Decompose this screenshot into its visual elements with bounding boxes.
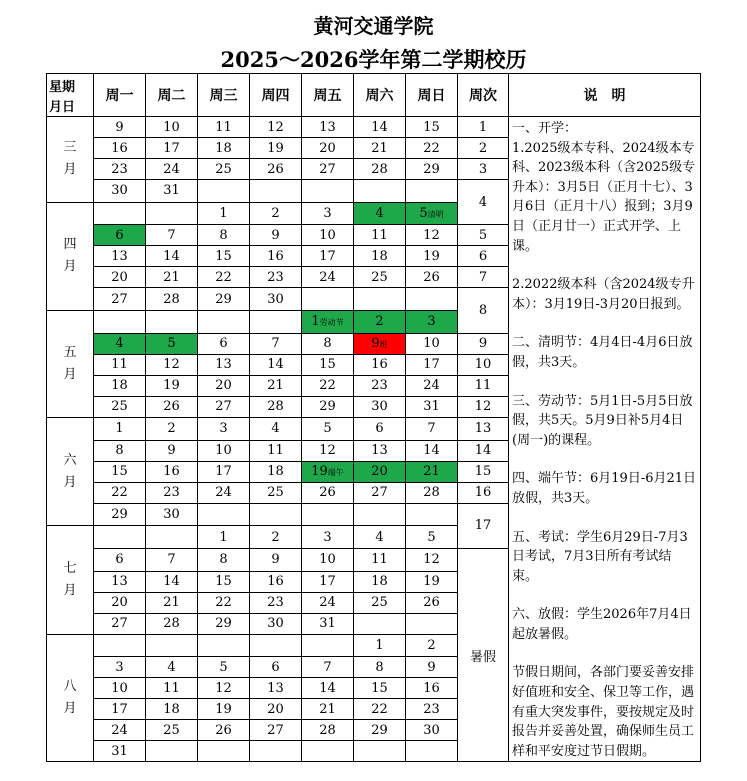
date-cell: 5 — [198, 657, 250, 678]
date-cell: 1 — [198, 526, 250, 549]
date-cell: 17 — [146, 138, 198, 159]
date-cell: 28 — [406, 482, 458, 503]
holiday-cell: 20 — [354, 461, 406, 482]
date-cell: 30 — [406, 720, 458, 741]
date-cell — [406, 503, 458, 526]
date-cell — [94, 526, 146, 549]
date-cell: 3 — [94, 657, 146, 678]
date-cell: 17 — [198, 461, 250, 482]
date-cell — [250, 634, 302, 657]
date-cell: 18 — [354, 571, 406, 592]
header-week: 周次 — [458, 74, 509, 117]
date-cell: 19 — [406, 571, 458, 592]
date-cell: 7 — [250, 333, 302, 354]
desc-line: 2.2022级本科（含2024级专升本）：3月19日-3月20日报到。 — [512, 277, 695, 312]
date-cell: 27 — [302, 159, 354, 180]
description-panel — [509, 117, 701, 762]
date-cell: 11 — [94, 354, 146, 375]
date-cell: 7 — [302, 657, 354, 678]
holiday-cell: 3 — [406, 311, 458, 334]
month-label-august: 八 月 — [47, 634, 94, 762]
date-cell: 25 — [94, 396, 146, 417]
date-cell: 24 — [198, 482, 250, 503]
month-label-july: 七 月 — [47, 526, 94, 634]
date-cell: 8 — [94, 440, 146, 461]
date-cell: 18 — [198, 138, 250, 159]
date-cell — [406, 288, 458, 311]
date-cell: 4 — [146, 657, 198, 678]
holiday-cell: 4 — [94, 333, 146, 354]
date-cell: 6 — [94, 548, 146, 571]
date-cell: 21 — [146, 592, 198, 613]
date-cell: 14 — [146, 246, 198, 267]
desc-line — [512, 644, 697, 663]
date-cell: 3 — [302, 526, 354, 549]
date-cell — [146, 202, 198, 225]
date-cell: 22 — [198, 267, 250, 288]
date-cell: 8 — [198, 548, 250, 571]
date-cell — [146, 634, 198, 657]
date-cell: 5 — [406, 526, 458, 549]
date-cell — [250, 741, 302, 762]
date-cell: 29 — [406, 159, 458, 180]
week-number: 11 — [458, 375, 509, 396]
date-cell: 18 — [94, 375, 146, 396]
workday-note: 班 — [379, 340, 388, 350]
date-cell: 15 — [406, 117, 458, 138]
date-cell: 13 — [250, 678, 302, 699]
date-cell: 17 — [406, 354, 458, 375]
week-number: 4 — [458, 180, 509, 225]
date-cell: 10 — [198, 440, 250, 461]
date-cell: 26 — [406, 267, 458, 288]
date-cell: 23 — [94, 159, 146, 180]
date-cell: 17 — [302, 246, 354, 267]
date-cell: 18 — [250, 461, 302, 482]
date-cell — [354, 741, 406, 762]
date-cell: 26 — [198, 720, 250, 741]
week-number: 16 — [458, 482, 509, 503]
desc-line: 一、开学： — [512, 121, 578, 136]
week-number: 13 — [458, 417, 509, 440]
date-cell: 30 — [354, 396, 406, 417]
date-cell — [406, 613, 458, 634]
date-cell: 13 — [94, 571, 146, 592]
date-cell: 25 — [354, 592, 406, 613]
week-number: 1 — [458, 117, 509, 138]
date-cell: 10 — [302, 225, 354, 246]
date-cell: 19 — [198, 699, 250, 720]
date-cell — [250, 180, 302, 203]
date-cell — [302, 741, 354, 762]
date-cell: 7 — [406, 417, 458, 440]
desc-line — [512, 586, 697, 605]
holiday-note: 劳动节 — [319, 318, 344, 328]
date-cell: 15 — [94, 461, 146, 482]
date-cell: 23 — [354, 375, 406, 396]
holiday-cell: 4 — [354, 202, 406, 225]
date-cell: 27 — [250, 720, 302, 741]
desc-line: 五、考试：学生6月29日-7月3日考试，7月3日所有考试结束。 — [512, 529, 688, 584]
date-cell: 18 — [146, 699, 198, 720]
date-cell — [354, 180, 406, 203]
date-cell: 17 — [302, 571, 354, 592]
header-wed: 周三 — [198, 74, 250, 117]
date-number: 9 — [371, 336, 380, 352]
month-label-june: 六 月 — [47, 417, 94, 525]
header-fri: 周五 — [302, 74, 354, 117]
month-label-april: 四 月 — [47, 202, 94, 310]
date-cell: 31 — [406, 396, 458, 417]
date-cell: 15 — [198, 246, 250, 267]
date-cell: 2 — [146, 417, 198, 440]
date-cell — [250, 503, 302, 526]
date-cell: 24 — [94, 720, 146, 741]
date-cell: 14 — [406, 440, 458, 461]
date-cell: 9 — [250, 225, 302, 246]
date-cell: 12 — [146, 354, 198, 375]
date-cell: 28 — [146, 288, 198, 311]
date-cell — [146, 311, 198, 334]
date-cell: 16 — [354, 354, 406, 375]
desc-line: 三、劳动节：5月1日-5月5日放假，共5天。5月9日补5月4日(周一)的课程。 — [512, 393, 693, 448]
date-cell: 25 — [146, 720, 198, 741]
date-cell: 1 — [354, 634, 406, 657]
date-cell: 28 — [146, 613, 198, 634]
date-cell: 24 — [406, 375, 458, 396]
date-cell: 12 — [198, 678, 250, 699]
date-cell: 12 — [302, 440, 354, 461]
week-number: 7 — [458, 267, 509, 288]
date-cell: 24 — [146, 159, 198, 180]
date-cell: 11 — [354, 548, 406, 571]
date-cell: 2 — [250, 526, 302, 549]
date-cell: 11 — [146, 678, 198, 699]
date-cell: 28 — [302, 720, 354, 741]
date-cell: 5 — [302, 417, 354, 440]
week-number: 15 — [458, 461, 509, 482]
date-cell: 14 — [250, 354, 302, 375]
date-cell: 15 — [198, 571, 250, 592]
date-cell — [302, 503, 354, 526]
week-number: 9 — [458, 333, 509, 354]
date-cell: 24 — [302, 592, 354, 613]
date-cell: 23 — [146, 482, 198, 503]
date-cell: 27 — [354, 482, 406, 503]
date-cell: 30 — [94, 180, 146, 203]
date-cell: 30 — [146, 503, 198, 526]
date-cell: 9 — [94, 117, 146, 138]
date-cell: 26 — [146, 396, 198, 417]
header-sat: 周六 — [354, 74, 406, 117]
date-cell: 10 — [302, 548, 354, 571]
date-cell: 21 — [146, 267, 198, 288]
desc-line: 六、放假：学生2026年7月4日起放暑假。 — [512, 607, 692, 642]
week-number: 17 — [458, 503, 509, 548]
date-cell: 21 — [354, 138, 406, 159]
header-mon: 周一 — [94, 74, 146, 117]
school-name: 黄河交通学院 — [313, 14, 434, 38]
header-description: 说 明 — [509, 74, 701, 117]
week-number: 14 — [458, 440, 509, 461]
date-cell: 4 — [250, 417, 302, 440]
date-cell — [146, 526, 198, 549]
date-cell: 4 — [354, 526, 406, 549]
date-cell: 20 — [94, 267, 146, 288]
date-cell: 15 — [302, 354, 354, 375]
date-cell — [354, 613, 406, 634]
date-cell: 16 — [250, 571, 302, 592]
date-cell: 22 — [94, 482, 146, 503]
date-cell — [94, 202, 146, 225]
week-number: 8 — [458, 288, 509, 333]
holiday-cell: 6 — [94, 225, 146, 246]
date-cell: 6 — [354, 417, 406, 440]
date-cell: 14 — [302, 678, 354, 699]
date-cell: 3 — [302, 202, 354, 225]
date-cell: 24 — [302, 267, 354, 288]
date-cell: 28 — [250, 396, 302, 417]
header-tue: 周二 — [146, 74, 198, 117]
date-cell — [146, 741, 198, 762]
month-label-may: 五 月 — [47, 311, 94, 418]
date-cell: 23 — [250, 592, 302, 613]
date-cell: 29 — [354, 720, 406, 741]
corner-weekday-label: 星期 — [49, 80, 76, 95]
date-cell: 20 — [302, 138, 354, 159]
date-cell: 1 — [198, 202, 250, 225]
date-cell — [198, 180, 250, 203]
date-cell — [198, 503, 250, 526]
week-number: 3 — [458, 159, 509, 180]
week-number: 12 — [458, 396, 509, 417]
date-cell — [302, 634, 354, 657]
date-cell: 16 — [146, 461, 198, 482]
date-cell: 31 — [302, 613, 354, 634]
month-label-march: 三 月 — [47, 117, 94, 203]
calendar-title: 2025～2026学年第二学期校历 — [220, 47, 527, 72]
date-cell: 10 — [406, 333, 458, 354]
date-cell: 11 — [250, 440, 302, 461]
date-cell: 20 — [198, 375, 250, 396]
holiday-note: 清明 — [427, 210, 444, 220]
holiday-cell: 2 — [354, 311, 406, 334]
holiday-cell — [406, 202, 458, 225]
date-cell: 26 — [406, 592, 458, 613]
holiday-cell — [302, 461, 354, 482]
date-cell — [354, 288, 406, 311]
holiday-cell: 5 — [146, 333, 198, 354]
date-cell: 25 — [354, 267, 406, 288]
week-number: 10 — [458, 354, 509, 375]
date-cell: 31 — [146, 180, 198, 203]
date-cell: 19 — [146, 375, 198, 396]
date-cell: 13 — [302, 117, 354, 138]
date-cell: 12 — [406, 548, 458, 571]
date-cell: 7 — [146, 225, 198, 246]
date-cell: 17 — [94, 699, 146, 720]
makeup-workday-cell — [354, 333, 406, 354]
date-cell: 23 — [406, 699, 458, 720]
date-cell: 30 — [250, 613, 302, 634]
desc-line: 四、端午节：6月19日-6月21日放假，共3天。 — [512, 471, 697, 506]
date-cell: 13 — [94, 246, 146, 267]
date-cell: 14 — [146, 571, 198, 592]
date-cell: 8 — [354, 657, 406, 678]
corner-header — [47, 74, 94, 117]
date-cell: 16 — [250, 246, 302, 267]
school-calendar-table — [46, 73, 701, 762]
date-cell: 29 — [198, 613, 250, 634]
date-cell: 22 — [302, 375, 354, 396]
date-cell: 29 — [198, 288, 250, 311]
desc-line — [512, 314, 697, 333]
date-cell: 25 — [250, 482, 302, 503]
date-cell: 12 — [406, 225, 458, 246]
date-cell: 6 — [250, 657, 302, 678]
date-cell: 20 — [94, 592, 146, 613]
holiday-note: 端午 — [327, 468, 344, 478]
date-cell: 22 — [354, 699, 406, 720]
date-cell — [94, 311, 146, 334]
holiday-cell — [302, 311, 354, 334]
date-cell: 6 — [198, 333, 250, 354]
date-cell: 8 — [198, 225, 250, 246]
date-cell: 9 — [250, 548, 302, 571]
date-cell: 29 — [94, 503, 146, 526]
date-cell: 7 — [146, 548, 198, 571]
date-cell: 20 — [250, 699, 302, 720]
desc-line — [512, 256, 697, 275]
summer-vacation-label: 暑假 — [458, 548, 509, 762]
date-cell — [198, 741, 250, 762]
date-cell: 13 — [198, 354, 250, 375]
header-sun: 周日 — [406, 74, 458, 117]
date-cell: 10 — [94, 678, 146, 699]
date-cell: 12 — [250, 117, 302, 138]
date-cell: 19 — [406, 246, 458, 267]
date-number: 19 — [311, 464, 328, 480]
week-number: 2 — [458, 138, 509, 159]
date-cell: 9 — [146, 440, 198, 461]
date-cell: 23 — [250, 267, 302, 288]
date-cell: 30 — [250, 288, 302, 311]
date-cell: 26 — [250, 159, 302, 180]
date-cell — [406, 741, 458, 762]
date-cell — [302, 288, 354, 311]
date-cell: 8 — [302, 333, 354, 354]
date-cell — [198, 311, 250, 334]
desc-line: 1.2025级本专科、2024级本专科、2023级本科（含2025级专升本）：3月5日（正月十七）、3月6日（正月十八）报到；3月9日（正月廿一）正式开学、上课。 — [512, 140, 696, 254]
desc-line: 二、清明节：4月4日-4月6日放假，共3天。 — [512, 335, 693, 370]
date-cell: 16 — [94, 138, 146, 159]
date-cell — [94, 634, 146, 657]
date-cell: 1 — [94, 417, 146, 440]
date-cell: 27 — [94, 613, 146, 634]
date-cell: 21 — [250, 375, 302, 396]
date-cell — [354, 503, 406, 526]
date-cell: 18 — [354, 246, 406, 267]
date-cell: 2 — [250, 202, 302, 225]
week-number: 6 — [458, 246, 509, 267]
date-number: 1 — [311, 314, 320, 330]
date-cell: 19 — [250, 138, 302, 159]
corner-date-label: 月日 — [49, 100, 76, 115]
desc-line — [512, 450, 697, 469]
week-number: 5 — [458, 225, 509, 246]
date-cell: 11 — [198, 117, 250, 138]
date-cell: 29 — [302, 396, 354, 417]
date-cell: 3 — [198, 417, 250, 440]
date-cell: 28 — [354, 159, 406, 180]
date-cell: 26 — [302, 482, 354, 503]
date-cell: 27 — [94, 288, 146, 311]
date-cell: 25 — [198, 159, 250, 180]
header-thu: 周四 — [250, 74, 302, 117]
date-cell: 21 — [302, 699, 354, 720]
desc-line — [512, 509, 697, 528]
date-cell — [198, 634, 250, 657]
holiday-cell: 21 — [406, 461, 458, 482]
date-cell: 11 — [354, 225, 406, 246]
date-cell: 10 — [146, 117, 198, 138]
date-cell — [406, 180, 458, 203]
date-cell: 27 — [198, 396, 250, 417]
date-cell: 16 — [406, 678, 458, 699]
date-cell — [302, 180, 354, 203]
date-cell: 22 — [198, 592, 250, 613]
date-cell: 31 — [94, 741, 146, 762]
date-cell: 9 — [406, 657, 458, 678]
date-cell: 15 — [354, 678, 406, 699]
desc-line — [512, 373, 697, 392]
date-cell — [250, 311, 302, 334]
date-cell: 2 — [406, 634, 458, 657]
date-cell: 13 — [354, 440, 406, 461]
date-number: 5 — [419, 206, 428, 222]
desc-line: 节假日期间，各部门要妥善安排好值班和安全、保卫等工作，遇有重大突发事件，要按规定及时报告并妥善处置，确保师生员工样和平安度过节日假期。 — [512, 665, 695, 759]
date-cell: 14 — [354, 117, 406, 138]
date-cell: 22 — [406, 138, 458, 159]
